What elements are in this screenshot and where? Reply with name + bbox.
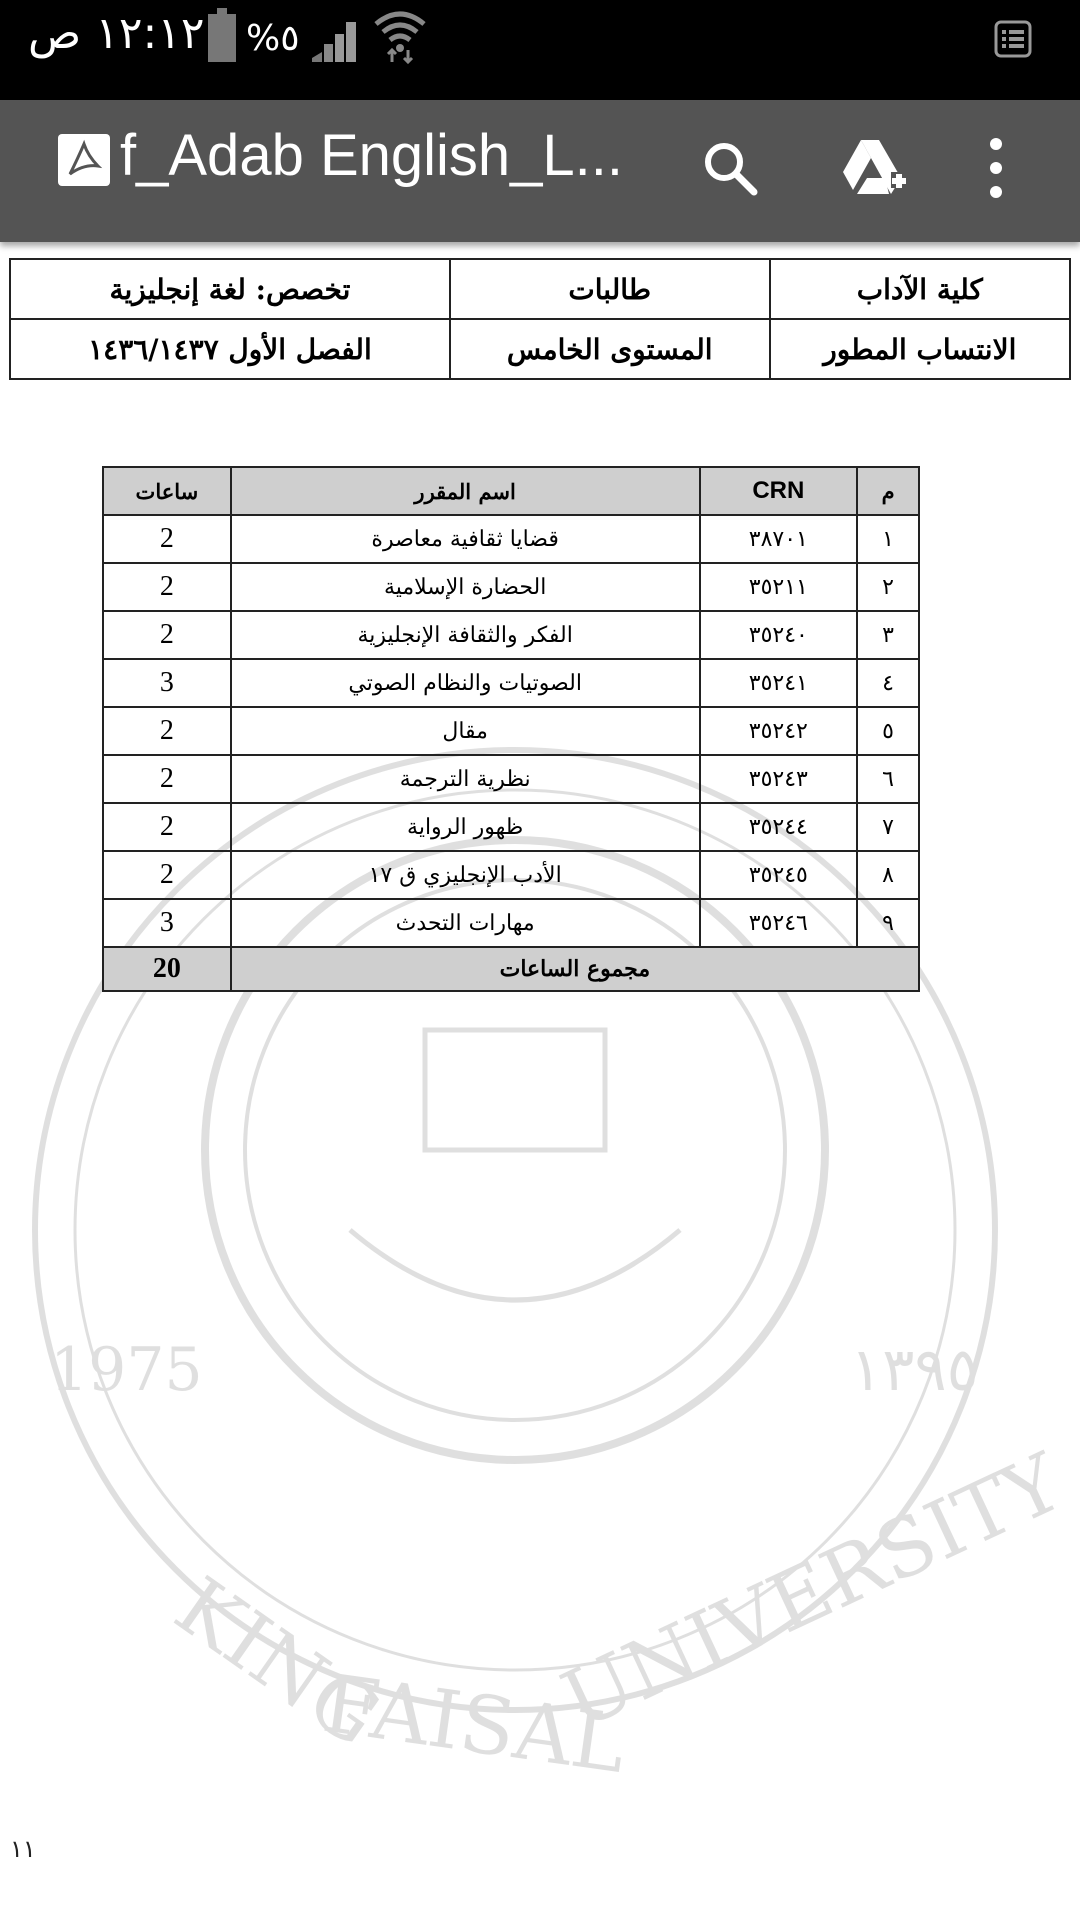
- total-row: [103, 947, 919, 991]
- col-hours: ساعات: [103, 467, 231, 515]
- cell-hours: 2: [103, 563, 231, 611]
- cell-course-name: نظرية الترجمة: [231, 755, 700, 803]
- cell-course-name: الصوتيات والنظام الصوتي: [231, 659, 700, 707]
- cell-hours: 2: [103, 803, 231, 851]
- cell-number: ٧: [857, 803, 919, 851]
- cell-hours: 2: [103, 755, 231, 803]
- cell-course-name: الفكر والثقافة الإنجليزية: [231, 611, 700, 659]
- table-row: [103, 611, 919, 659]
- table-row: [103, 659, 919, 707]
- cell-number: ٣: [857, 611, 919, 659]
- cell-crn: ٣٨٧٠١: [700, 515, 858, 563]
- svg-text:UNIVERSITY: UNIVERSITY: [548, 1435, 1076, 1748]
- cell-crn: ٣٥٢٤١: [700, 659, 858, 707]
- signal-icon: [310, 14, 362, 64]
- pdf-page[interactable]: [0, 250, 1080, 1920]
- total-hours: 20: [103, 947, 231, 991]
- total-label: مجموع الساعات: [231, 947, 919, 991]
- cell-course-name: مقال: [231, 707, 700, 755]
- cell-crn: ٣٥٢٤٠: [700, 611, 858, 659]
- search-button[interactable]: [690, 128, 770, 208]
- cell-course-name: مهارات التحدث: [231, 899, 700, 947]
- wifi-icon: [372, 6, 428, 62]
- cell-course-name: الحضارة الإسلامية: [231, 563, 700, 611]
- cell-course-name: الأدب الإنجليزي ق ١٧: [231, 851, 700, 899]
- cell-crn: ٣٥٢٤٦: [700, 899, 858, 947]
- cell-hours: 2: [103, 611, 231, 659]
- page-number: ١١: [10, 1835, 36, 1863]
- document-title: f_Adab English_L...: [120, 123, 624, 188]
- notification-list-icon[interactable]: [994, 20, 1032, 58]
- svg-text:KING: KING: [159, 1559, 397, 1765]
- battery-percent: %٥: [246, 18, 300, 59]
- cell-hours: 3: [103, 659, 231, 707]
- cell-hours: 2: [103, 851, 231, 899]
- cell-number: ٤: [857, 659, 919, 707]
- col-crn: CRN: [700, 467, 858, 515]
- search-icon: [700, 138, 760, 198]
- cell-crn: ٣٥٢٤٤: [700, 803, 858, 851]
- course-rows: [103, 515, 919, 947]
- table-row: [103, 707, 919, 755]
- cell-number: ٢: [857, 563, 919, 611]
- cell-hours: 3: [103, 899, 231, 947]
- app-toolbar: [0, 100, 1080, 242]
- cell-crn: ٣٥٢١١: [700, 563, 858, 611]
- status-bar: [0, 0, 1080, 100]
- cell-course-name: ظهور الرواية: [231, 803, 700, 851]
- cell-crn: ٣٥٢٤٥: [700, 851, 858, 899]
- more-options-button[interactable]: [956, 128, 1036, 208]
- battery-icon: [208, 14, 236, 62]
- cell-number: ٨: [857, 851, 919, 899]
- header-students: طالبات: [450, 259, 770, 319]
- courses-table: [102, 466, 920, 992]
- cell-course-name: قضايا ثقافية معاصرة: [231, 515, 700, 563]
- more-vert-icon: [986, 136, 1006, 200]
- cell-number: ٩: [857, 899, 919, 947]
- pdf-icon: [58, 134, 110, 186]
- document-header-table: [9, 258, 1071, 380]
- cell-hours: 2: [103, 515, 231, 563]
- table-row: [103, 515, 919, 563]
- header-program: الانتساب المطور: [770, 319, 1070, 379]
- cell-crn: ٣٥٢٤٢: [700, 707, 858, 755]
- col-number: م: [857, 467, 919, 515]
- cell-number: ٥: [857, 707, 919, 755]
- cell-number: ٦: [857, 755, 919, 803]
- header-level: المستوى الخامس: [450, 319, 770, 379]
- save-to-drive-button[interactable]: [834, 128, 914, 208]
- svg-text:FAISAL: FAISAL: [317, 1656, 631, 1792]
- table-row: [103, 755, 919, 803]
- table-row: [103, 803, 919, 851]
- cell-number: ١: [857, 515, 919, 563]
- header-semester: الفصل الأول ١٤٣٦/١٤٣٧: [10, 319, 450, 379]
- status-time: ١٢:١٢ ص: [28, 8, 205, 59]
- table-row: [103, 899, 919, 947]
- svg-text:١٣٩٥: ١٣٩٥: [850, 1335, 979, 1405]
- col-course-name: اسم المقرر: [231, 467, 700, 515]
- svg-text:1975: 1975: [50, 1335, 203, 1405]
- table-row: [103, 563, 919, 611]
- cell-crn: ٣٥٢٤٣: [700, 755, 858, 803]
- header-major: تخصص: لغة إنجليزية: [10, 259, 450, 319]
- header-college: كلية الآداب: [770, 259, 1070, 319]
- cell-hours: 2: [103, 707, 231, 755]
- table-header-row: [103, 467, 919, 515]
- table-row: [103, 851, 919, 899]
- drive-add-icon: [839, 136, 909, 200]
